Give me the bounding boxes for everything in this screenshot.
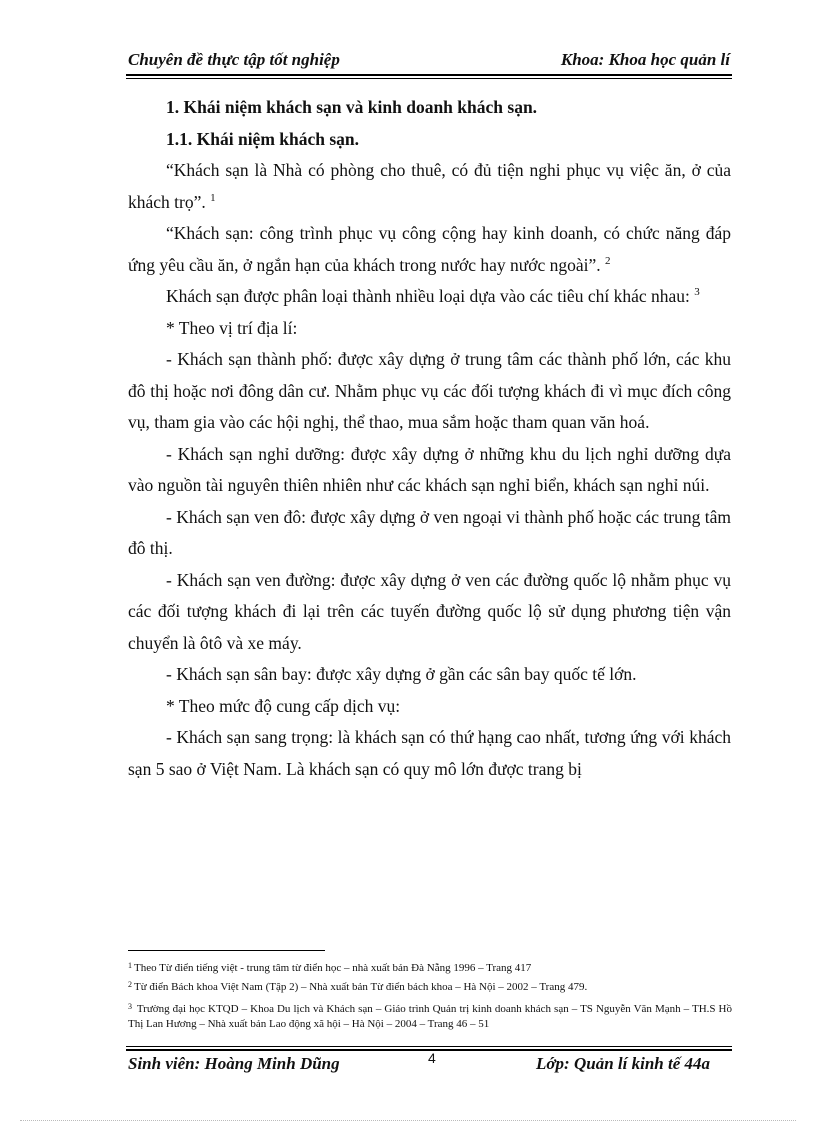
footnote-reference: 1 [210, 191, 216, 204]
header-course-title: Chuyên đề thực tập tốt nghiệp [128, 50, 340, 69]
footnotes [128, 958, 732, 1033]
header-rule-thin [126, 78, 732, 79]
footer-student-name: Sinh viên: Hoàng Minh Dũng [128, 1054, 340, 1073]
paragraph-text: Khách sạn được phân loại thành nhiều loại dựa vào các tiêu chí khác nhau: [166, 286, 690, 306]
footer-rule-thin [126, 1046, 732, 1047]
paragraph-suburban-hotel: - Khách sạn ven đô: được xây dựng ở ven ngoại vi thành phố hoặc các trung tâm đô thị. [128, 506, 731, 558]
page-footer [128, 1050, 732, 1076]
paragraph-text: “Khách sạn là Nhà có phòng cho thuê, có đủ tiện nghi phục vụ việc ăn, ở của khách trọ”. [128, 160, 731, 212]
footnote [128, 977, 732, 995]
paragraph-luxury-hotel: - Khách sạn sang trọng: là khách sạn có thứ hạng cao nhất, tương ứng với khách sạn 5 sao ở Việt Nam. Là khách sạn có quy mô lớn được trang bị [128, 727, 731, 779]
footnote-mark: 3 [128, 1002, 132, 1011]
footnote-reference: 3 [694, 286, 700, 298]
paragraph-airport-hotel: - Khách sạn sân bay: được xây dựng ở gần các sân bay quốc tế lớn. [166, 664, 637, 684]
paragraph-city-hotel: - Khách sạn thành phố: được xây dựng ở trung tâm các thành phố lớn, các khu đô thị hoặc nơi đông dân cư. Nhằm phục vụ các đối tượng khách đi vì mục đích công vụ, tham gia vào các hội nghị, thể thao, mua sắm hoặc tham quan văn hoá. [128, 349, 731, 432]
page-header [128, 50, 732, 72]
paragraph-text: “Khách sạn: công trình phục vụ công cộng hay kinh doanh, có chức năng đáp ứng yêu cầu ăn, ở ngắn hạn của khách trong nước hay nước ngoài”. [128, 223, 731, 275]
footnote-mark: 2 [128, 980, 132, 989]
subsection-heading: 1.1. Khái niệm khách sạn. [166, 128, 360, 149]
footnote-text: Từ điển Bách khoa Việt Nam (Tập 2) – Nhà xuất bản Từ điển bách khoa – Hà Nội – 2002 – Trang 479. [134, 981, 588, 993]
paragraph-by-service-level: * Theo mức độ cung cấp dịch vụ: [166, 695, 401, 716]
footnote [128, 958, 732, 976]
footnote-reference: 2 [605, 254, 611, 267]
paragraph-roadside-hotel: - Khách sạn ven đường: được xây dựng ở ven các đường quốc lộ nhằm phục vụ các đối tượng khách đi lại trên các tuyến đường quốc lộ sử dụng phương tiện vận chuyển là ôtô và xe máy. [128, 569, 731, 653]
paragraph-by-location: * Theo vị trí địa lí: [166, 317, 298, 338]
header-rule-thick [126, 74, 732, 76]
paragraph-resort-hotel: - Khách sạn nghỉ dưỡng: được xây dựng ở những khu du lịch nghỉ dưỡng dựa vào nguồn tài nguyên thiên nhiên như các khách sạn nghỉ biển, khách sạn nghỉ núi. [128, 443, 731, 495]
footnote [128, 999, 732, 1032]
footnote-separator [128, 950, 325, 951]
footnote-mark: 1 [128, 961, 132, 970]
footnote-text: Theo Từ điển tiếng việt - trung tâm từ điển học – nhà xuất bản Đà Nẵng 1996 – Trang 417 [134, 962, 532, 974]
paragraph-definition-2 [128, 218, 731, 281]
page-bottom-dotted-border [20, 1120, 796, 1121]
paragraph-definition-1 [128, 155, 731, 218]
footer-class: Lớp: Quản lí kinh tế 44a [536, 1054, 710, 1073]
footnote-text: Trường đại học KTQD – Khoa Du lịch và Khách sạn – Giáo trình Quản trị kinh doanh khách sạn – TS Nguyễn Văn Mạnh – TH.S Hồ Thị Lan Hương – Nhà xuất bản Lao động xã hội – Hà Nội – 2004 – Trang 46 – 51 [128, 1003, 732, 1030]
section-heading: 1. Khái niệm khách sạn và kinh doanh khách sạn. [166, 97, 538, 117]
page-number: 4 [428, 1050, 436, 1066]
header-faculty: Khoa: Khoa học quản lí [560, 50, 730, 69]
paragraph-classification [128, 281, 731, 313]
page-body [128, 92, 731, 785]
